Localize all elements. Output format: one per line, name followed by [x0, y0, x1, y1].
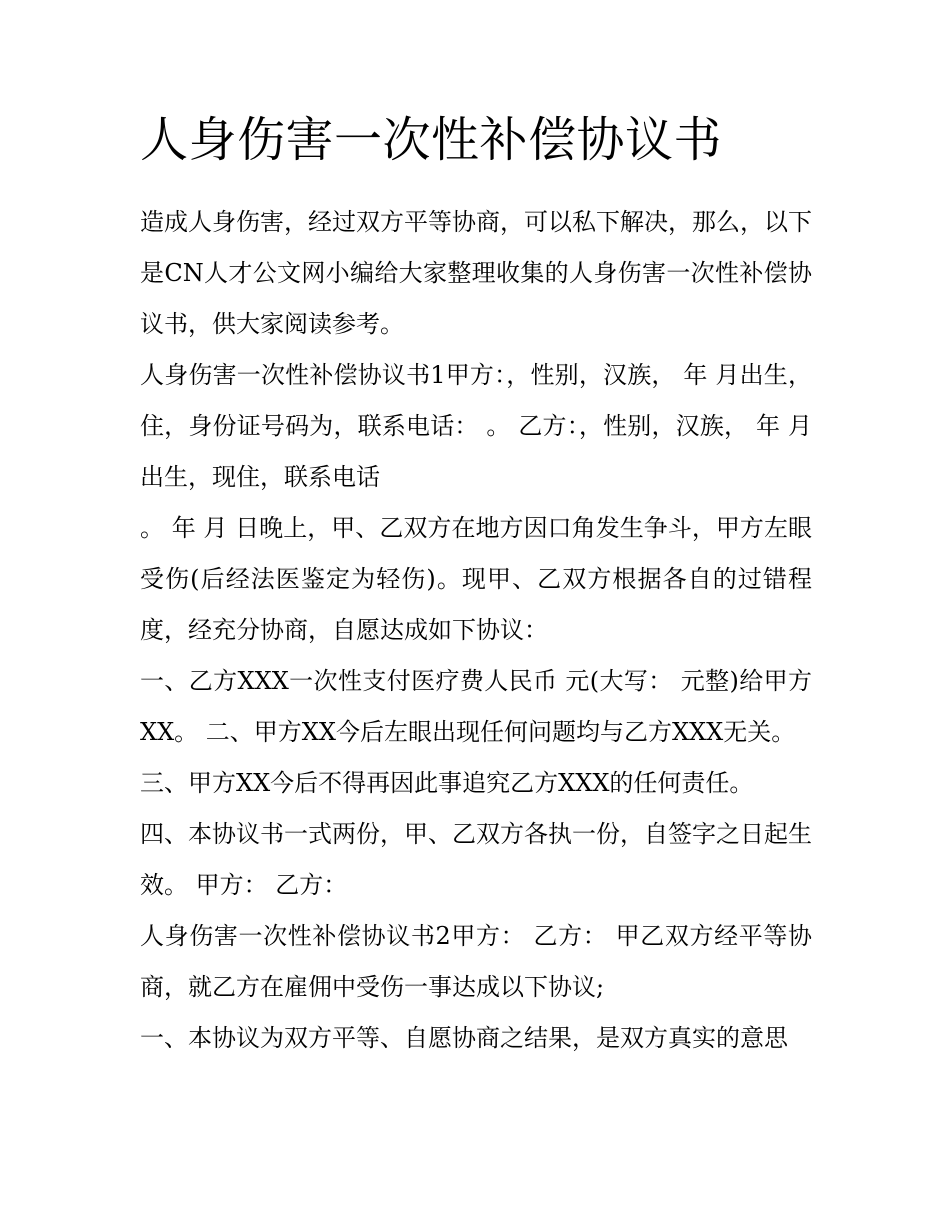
document-title: 人身伤害一次性补偿协议书 — [140, 112, 723, 168]
paragraph-clause-1-2: 一、乙方XXX一次性支付医疗费人民币 元(大写： 元整)给甲方XX。 二、甲方XX今后左眼出现任何问题均与乙方XXX无关。 — [140, 667, 812, 746]
paragraph-clause-3: 三、甲方XX今后不得再因此事追究乙方XXX的任何责任。 — [140, 769, 754, 797]
paragraph-agreement-2-clause-1: 一、本协议为双方平等、自愿协商之结果，是双方真实的意思 — [140, 1024, 788, 1052]
paragraph-agreement-1-parties: 人身伤害一次性补偿协议书1甲方：，性别，汉族， 年 月出生，住，身份证号码为，联系电话： 。 乙方：，性别，汉族， 年 月出生，现住，联系电话 — [140, 361, 812, 491]
paragraph-incident: 。 年 月 日晚上，甲、乙双方在地方因口角发生争斗，甲方左眼受伤(后经法医鉴定为轻伤)。现甲、乙双方根据各自的过错程度，经充分协商，自愿达成如下协议： — [140, 514, 812, 644]
document-body — [140, 197, 812, 1064]
paragraph-intro: 造成人身伤害，经过双方平等协商，可以私下解决，那么，以下是CN人才公文网小编给大家整理收集的人身伤害一次性补偿协议书，供大家阅读参考。 — [140, 208, 812, 338]
paragraph-clause-4: 四、本协议书一式两份，甲、乙双方各执一份，自签字之日起生效。 甲方： 乙方： — [140, 820, 812, 899]
paragraph-agreement-2-parties: 人身伤害一次性补偿协议书2甲方： 乙方： 甲乙双方经平等协商，就乙方在雇佣中受伤一事达成以下协议; — [140, 922, 812, 1001]
